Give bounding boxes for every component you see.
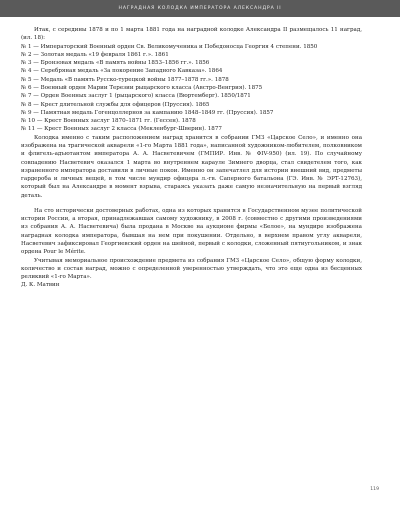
author-signature: Д. К. Матвин bbox=[21, 282, 60, 289]
awards-list bbox=[21, 43, 362, 134]
article-body bbox=[21, 26, 362, 290]
intro-paragraph: Итак, с середины 1878 и по 1 марта 1881 года на наградной колодке Александра II размещалось 11 наград, (ил. 18): bbox=[21, 27, 362, 42]
body-paragraph: Колодка именно с таким расположением наград хранится в собрании ГМЗ «Царское Село», и именно она изображена на трагической акварели «1-го Марта 1881 года», написанной художником-любителем, полковником и флигель-адъютантом императора А. А. Насветевичем (ГМПИР. Инв. № ФIV-950) (ил. 19). По случайному совпадению Насветевич оказался 1 марта во внутреннем карауле Зимнего дворца, стал свидетелем того, как израненного императора доставили в личные покои. Именно он запечатлел для истории внешний вид, предметы гардероба и личных вещей, в том числе мундир офицера л.-гв. Саперного батальона (ГЭ. Инв. № ЭРТ-12763), который был на Александре в момент взрыва, стараясь указать даже самую незначительную на первый взгляд деталь. bbox=[21, 134, 362, 199]
award-item: № 8 — Крест длительной службы для офицеров (Пруссия). 1865 bbox=[21, 101, 210, 108]
body-paragraph: На сто исторически достоверных работах, одна из которых хранится в Государственном музее политической истории России, а вторая, принадлежавшая самому художнику, в 2008 г. (совместно с другими произведениями из собрания А. А. Насветевича) была продана в Москве на аукционе фирмы «Белое», на мундире изображена наградная колодка императора, бывшая на нем при покушении. Отдельно, в верхнем правом углу акварели, Насветевич зафиксировал Георгиевский орден на шейной, первый с колодки, сложенный пятиугольником, и знак ордена Pour le Mérite. bbox=[21, 207, 362, 256]
award-item: № 2 — Золотая медаль «19 февраля 1861 г.». 1861 bbox=[21, 51, 169, 58]
award-item: № 4 — Серебряная медаль «За покорение Западного Кавказа». 1864 bbox=[21, 68, 223, 75]
award-item: № 11 — Крест Военных заслуг 2 класса (Мекленбург-Шверин). 1877 bbox=[21, 126, 222, 133]
running-header-title: НАГРАДНАЯ КОЛОДКА ИМПЕРАТОРА АЛЕКСАНДРА II bbox=[118, 6, 282, 11]
award-item: № 3 — Бронзовая медаль «В память войны 1853–1856 гг.». 1856 bbox=[21, 60, 210, 67]
award-item: № 6 — Военный орден Марии Терезии рыцарского класса (Австро-Венгрия). 1875 bbox=[21, 84, 263, 91]
award-item: № 1 — Императорский Военный орден Св. Великомученика и Победоносца Георгия 4 степени. 1850 bbox=[21, 43, 318, 50]
award-item: № 10 — Крест Военных заслуг 1870–1871 гг. (Гессен). 1878 bbox=[21, 118, 196, 125]
award-item: № 9 — Памятная медаль Гогенцоллернов за кампанию 1848–1849 гг. (Пруссия). 1857 bbox=[21, 109, 274, 116]
award-item: № 7 — Орден Военных заслуг 1 (рыцарского) класса (Вюртемберг). 1850/1871 bbox=[21, 93, 251, 100]
page-number: 119 bbox=[370, 487, 379, 492]
paragraph-spacer bbox=[21, 200, 362, 207]
running-header bbox=[0, 0, 400, 17]
award-item: № 5 — Медаль «В память Русско-турецкой войны 1877–1878 гг.». 1878 bbox=[21, 76, 229, 83]
body-paragraph: Учитывая мемориальное происхождение предмета из собрания ГМЗ «Царское Село», общую форму колодки, количество и состав наград, можно с определенной уверенностью утверждать, что это еще одна из бесценных реликвий «1-го Марта». bbox=[21, 257, 362, 281]
